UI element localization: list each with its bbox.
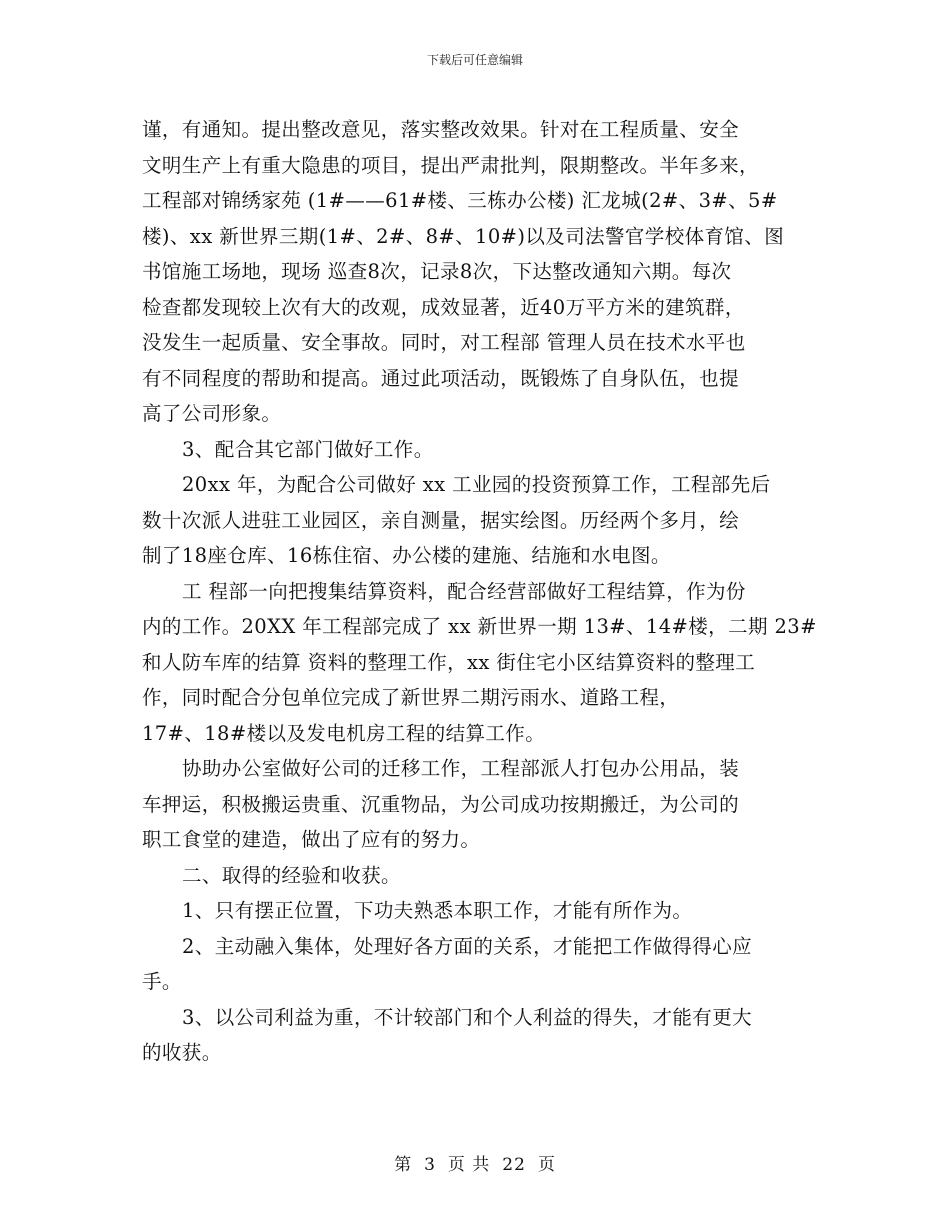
paragraph [142, 858, 812, 894]
paragraph-line: 有不同程度的帮助和提高。通过此项活动，既锻炼了自身队伍，也提 [142, 366, 740, 390]
paragraph-line: 作，同时配合分包单位完成了新世界二期污雨水、道路工程， [142, 686, 680, 709]
paragraph-line: 数十次派人进驻工业园区，亲自测量，据实绘图。历经两个多月，绘 [142, 508, 740, 532]
paragraph-line: 2、主动融入集体，处理好各方面的关系，才能把工作做得得心应 [182, 934, 753, 958]
paragraph [142, 112, 812, 432]
paragraph-line: 工 程部一向把搜集结算资料，配合经营部做好工程结算，作为份 [182, 579, 746, 603]
footer-suffix: 页 [537, 1155, 556, 1175]
paragraph-line: 没发生一起质量、安全事故。同时，对工程部 管理人员在技术水平也 [142, 331, 746, 354]
paragraph-line: 高了公司形象。 [142, 402, 282, 425]
paragraph-line: 3、配合其它部门做好工作。 [182, 437, 434, 461]
paragraph-line: 楼)、xx 新世界三期(1#、2#、8#、10#)以及司法警官学校体育馆、图 [142, 224, 785, 248]
paragraph-line: 职工食堂的建造，做出了应有的努力。 [142, 828, 481, 851]
paragraph-line: 和人防车库的结算 资料的整理工作，xx 街住宅小区结算资料的整理工 [142, 650, 756, 674]
paragraph-line: 1、只有摆正位置，下功夫熟悉本职工作，才能有所作为。 [182, 899, 693, 922]
paragraph [142, 751, 812, 858]
paragraph [142, 467, 812, 574]
paragraph-line: 协助办公室做好公司的迁移工作，工程部派人打包办公用品，装 [182, 757, 740, 780]
paragraph-line: 工程部对锦绣家苑 (1#——61#楼、三栋办公楼) 汇龙城(2#、3#、5# [142, 189, 778, 212]
footer-total-pages: 22 [502, 1155, 526, 1175]
footer-prefix: 第 [394, 1155, 413, 1175]
paragraph-line: 手。 [142, 970, 182, 993]
document-body [142, 112, 817, 1071]
paragraph-line: 文明生产上有重大隐患的项目，提出严肃批判，限期整改。半年多来， [142, 153, 759, 177]
paragraph-line: 二、取得的经验和收获。 [182, 863, 401, 887]
paragraph [142, 1000, 812, 1071]
paragraph [142, 929, 812, 1000]
paragraph-line: 17#、18#楼以及发电机房工程的结算工作。 [142, 721, 546, 745]
footer-page-number: 3 [424, 1155, 436, 1175]
paragraph [142, 893, 812, 929]
paragraph-line: 谨，有通知。提出整改意见，落实整改效果。针对在工程质量、安全 [142, 118, 740, 141]
paragraph-line: 20xx 年，为配合公司做好 xx 工业园的投资预算工作，工程部先后 [182, 473, 771, 496]
page-header-note: 下载后可任意编辑 [426, 53, 523, 67]
page-footer [0, 1153, 950, 1177]
paragraph-line: 检查都发现较上次有大的改观，成效显著，近40万平方米的建筑群， [142, 295, 745, 319]
paragraph-line: 的收获。 [142, 1041, 222, 1064]
paragraph-line: 书馆施工场地，现场 巡查8次，记录8次，下达整改通知六期。每次 [142, 260, 732, 283]
paragraph-line: 制了18座仓库、16栋住宿、办公楼的建施、结施和水电图。 [142, 544, 671, 567]
paragraph-line: 车押运，积极搬运贵重、沉重物品，为公司成功按期搬迁，为公司的 [142, 792, 740, 816]
paragraph [142, 574, 817, 752]
paragraph-line: 3、以公司利益为重，不计较部门和个人利益的得失，才能有更大 [182, 1005, 753, 1029]
footer-middle: 页 共 [447, 1155, 491, 1175]
paragraph-line: 内的工作。20XX 年工程部完成了 xx 新世界一期 13#、14#楼，二期 23# [142, 615, 817, 638]
paragraph [142, 432, 812, 468]
